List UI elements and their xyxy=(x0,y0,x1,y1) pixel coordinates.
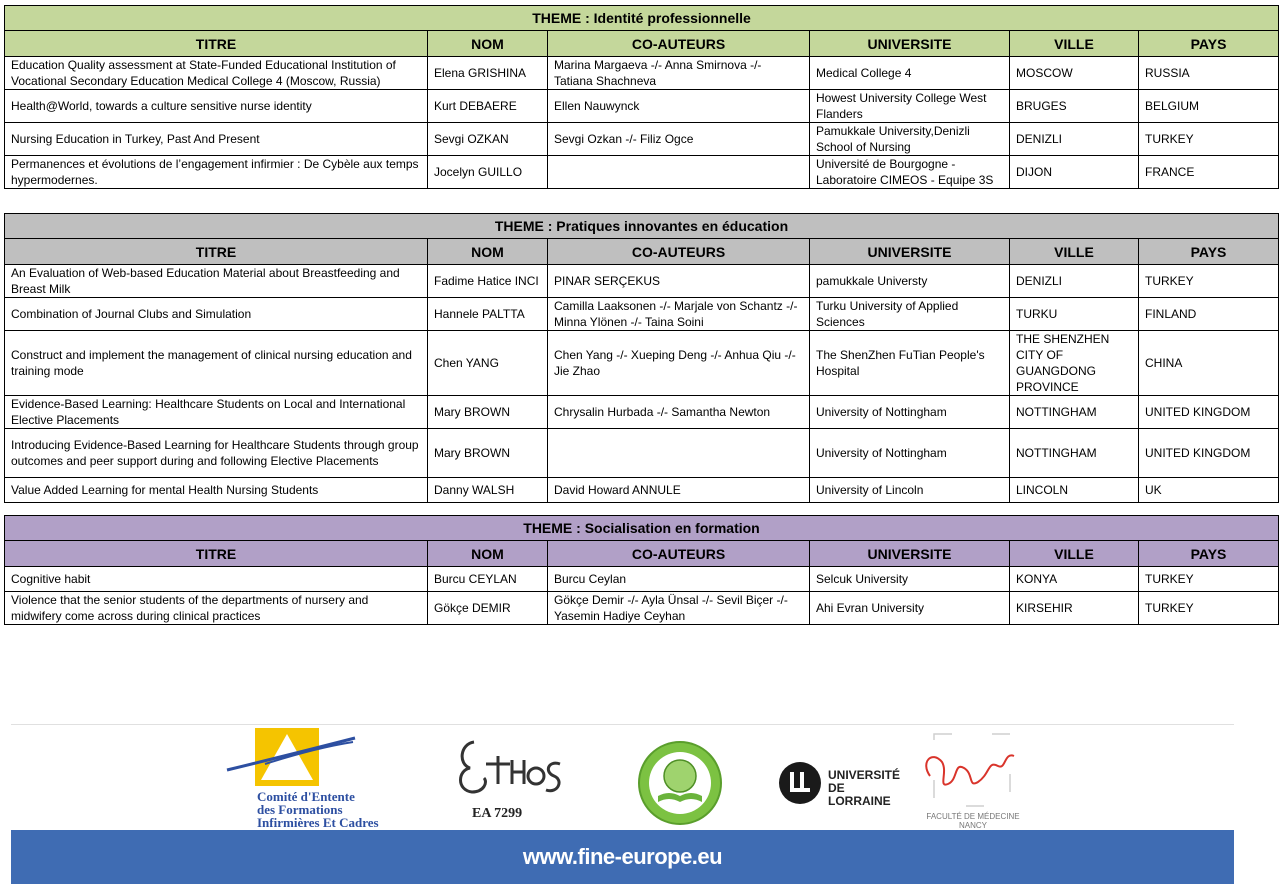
cell-titre: Violence that the senior students of the departments of nursery and midwifery come across during clinical practices xyxy=(5,592,428,625)
cell-ville: NOTTINGHAM xyxy=(1010,396,1139,429)
cell-universite: Université de Bourgogne - Laboratoire CIMEOS - Equipe 3S xyxy=(810,156,1010,189)
cell-titre: Value Added Learning for mental Health Nursing Students xyxy=(5,478,428,503)
website-link[interactable]: www.fine-europe.eu xyxy=(522,844,723,869)
col-header-universite: UNIVERSITE xyxy=(810,31,1010,57)
theme-title: THEME : Socialisation en formation xyxy=(5,516,1279,541)
cell-pays: FRANCE xyxy=(1139,156,1279,189)
table-row xyxy=(5,57,1279,90)
cell-ville: LINCOLN xyxy=(1010,478,1139,503)
col-header-co-auteurs: CO-AUTEURS xyxy=(548,31,810,57)
col-header-co-auteurs: CO-AUTEURS xyxy=(548,239,810,265)
medecine-name: FACULTÉ DE MÉDECINE NANCY xyxy=(926,812,1020,830)
cell-pays: TURKEY xyxy=(1139,265,1279,298)
cell-ville: THE SHENZHEN CITY OF GUANGDONG PROVINCE xyxy=(1010,331,1139,396)
cell-co-auteurs: David Howard ANNULE xyxy=(548,478,810,503)
table-row xyxy=(5,265,1279,298)
col-header-titre: TITRE xyxy=(5,239,428,265)
cell-universite: University of Nottingham xyxy=(810,396,1010,429)
cell-titre: Combination of Journal Clubs and Simulation xyxy=(5,298,428,331)
cell-co-auteurs: Ellen Nauwynck xyxy=(548,90,810,123)
cell-ville: DENIZLI xyxy=(1010,123,1139,156)
theme-table-socialisation xyxy=(4,515,1279,625)
table-row xyxy=(5,331,1279,396)
cell-universite: Turku University of Applied Sciences xyxy=(810,298,1010,331)
cell-nom: Elena GRISHINA xyxy=(428,57,548,90)
cell-titre: Permanences et évolutions de l’engagement infirmier : De Cybèle aux temps hypermodernes. xyxy=(5,156,428,189)
col-header-titre: TITRE xyxy=(5,541,428,567)
cell-pays: UK xyxy=(1139,478,1279,503)
medecine-signature-icon xyxy=(918,732,1028,812)
footer-url-band xyxy=(11,830,1234,884)
table-row xyxy=(5,567,1279,592)
cell-ville: KONYA xyxy=(1010,567,1139,592)
globe-book-icon xyxy=(634,740,726,826)
table-row xyxy=(5,592,1279,625)
table-row xyxy=(5,478,1279,503)
cell-universite: The ShenZhen FuTian People's Hospital xyxy=(810,331,1010,396)
cell-nom: Burcu CEYLAN xyxy=(428,567,548,592)
cell-nom: Gökçe DEMIR xyxy=(428,592,548,625)
cell-nom: Jocelyn GUILLO xyxy=(428,156,548,189)
cefiec-name: Comité d'Entente des Formations Infirmières Et Cadres xyxy=(257,789,379,830)
cell-pays: UNITED KINGDOM xyxy=(1139,396,1279,429)
cell-pays: TURKEY xyxy=(1139,592,1279,625)
cell-co-auteurs: Burcu Ceylan xyxy=(548,567,810,592)
col-header-nom: NOM xyxy=(428,31,548,57)
cell-pays: TURKEY xyxy=(1139,123,1279,156)
cell-nom: Chen YANG xyxy=(428,331,548,396)
cell-titre: Health@World, towards a culture sensitive nurse identity xyxy=(5,90,428,123)
cefiec-logo xyxy=(225,726,405,830)
table-row xyxy=(5,90,1279,123)
cell-pays: CHINA xyxy=(1139,331,1279,396)
footer-divider xyxy=(11,724,1234,725)
table-row xyxy=(5,123,1279,156)
table-row xyxy=(5,298,1279,331)
theme-table-pratiques xyxy=(4,213,1279,503)
col-header-co-auteurs: CO-AUTEURS xyxy=(548,541,810,567)
cell-co-auteurs: Sevgi Ozkan -/- Filiz Ogce xyxy=(548,123,810,156)
globe-book-logo xyxy=(634,740,726,826)
col-header-ville: VILLE xyxy=(1010,31,1139,57)
cell-titre: Cognitive habit xyxy=(5,567,428,592)
cell-universite: Ahi Evran University xyxy=(810,592,1010,625)
cell-co-auteurs: Camilla Laaksonen -/- Marjale von Schantz -/- Minna Ylönen -/- Taina Soini xyxy=(548,298,810,331)
cell-nom: Fadime Hatice INCI xyxy=(428,265,548,298)
cell-ville: KIRSEHIR xyxy=(1010,592,1139,625)
col-header-nom: NOM xyxy=(428,239,548,265)
ethos-signature-icon xyxy=(450,734,570,806)
cell-nom: Sevgi OZKAN xyxy=(428,123,548,156)
cell-universite: Howest University College West Flanders xyxy=(810,90,1010,123)
cell-titre: Education Quality assessment at State-Funded Educational Institution of Vocational Secondary Education Medical College 4 (Moscow, Russia) xyxy=(5,57,428,90)
cell-ville: TURKU xyxy=(1010,298,1139,331)
lorraine-ul-icon xyxy=(778,760,824,806)
cell-nom: Mary BROWN xyxy=(428,396,548,429)
cell-titre: Construct and implement the management of clinical nursing education and training mode xyxy=(5,331,428,396)
cell-universite: Pamukkale University,Denizli School of Nursing xyxy=(810,123,1010,156)
cell-ville: BRUGES xyxy=(1010,90,1139,123)
cell-pays: RUSSIA xyxy=(1139,57,1279,90)
cell-pays: BELGIUM xyxy=(1139,90,1279,123)
col-header-titre: TITRE xyxy=(5,31,428,57)
theme-title: THEME : Identité professionnelle xyxy=(5,6,1279,31)
table-row xyxy=(5,156,1279,189)
cell-universite: pamukkale Universty xyxy=(810,265,1010,298)
cell-co-auteurs: Chrysalin Hurbada -/- Samantha Newton xyxy=(548,396,810,429)
cell-co-auteurs: Gökçe Demir -/- Ayla Ünsal -/- Sevil Biçer -/- Yasemin Hadiye Ceyhan xyxy=(548,592,810,625)
cell-co-auteurs: Chen Yang -/- Xueping Deng -/- Anhua Qiu -/- Jie Zhao xyxy=(548,331,810,396)
theme-title: THEME : Pratiques innovantes en éducation xyxy=(5,214,1279,239)
cell-nom: Kurt DEBAERE xyxy=(428,90,548,123)
col-header-universite: UNIVERSITE xyxy=(810,541,1010,567)
table-row xyxy=(5,429,1279,478)
cell-nom: Danny WALSH xyxy=(428,478,548,503)
cell-co-auteurs xyxy=(548,429,810,478)
cell-pays: TURKEY xyxy=(1139,567,1279,592)
cell-ville: DIJON xyxy=(1010,156,1139,189)
col-header-pays: PAYS xyxy=(1139,31,1279,57)
col-header-ville: VILLE xyxy=(1010,239,1139,265)
ethos-logo xyxy=(450,734,570,824)
cell-co-auteurs xyxy=(548,156,810,189)
cell-titre: Evidence-Based Learning: Healthcare Students on Local and International Elective Placements xyxy=(5,396,428,429)
cell-pays: FINLAND xyxy=(1139,298,1279,331)
cell-ville: NOTTINGHAM xyxy=(1010,429,1139,478)
cell-co-auteurs: PINAR SERÇEKUS xyxy=(548,265,810,298)
col-header-pays: PAYS xyxy=(1139,239,1279,265)
col-header-universite: UNIVERSITE xyxy=(810,239,1010,265)
col-header-nom: NOM xyxy=(428,541,548,567)
cell-universite: Selcuk University xyxy=(810,567,1010,592)
cell-titre: Introducing Evidence-Based Learning for Healthcare Students through group outcomes and peer support during and following Elective Placements xyxy=(5,429,428,478)
col-header-pays: PAYS xyxy=(1139,541,1279,567)
cell-pays: UNITED KINGDOM xyxy=(1139,429,1279,478)
cell-universite: Medical College 4 xyxy=(810,57,1010,90)
faculte-medecine-logo xyxy=(918,732,1028,828)
cell-nom: Mary BROWN xyxy=(428,429,548,478)
lorraine-name: UNIVERSITÉ DE LORRAINE xyxy=(828,768,901,808)
cell-titre: Nursing Education in Turkey, Past And Present xyxy=(5,123,428,156)
col-header-ville: VILLE xyxy=(1010,541,1139,567)
universite-lorraine-logo xyxy=(778,760,910,806)
cell-co-auteurs: Marina Margaeva -/- Anna Smirnova -/- Tatiana Shachneva xyxy=(548,57,810,90)
cell-nom: Hannele PALTTA xyxy=(428,298,548,331)
theme-table-identite xyxy=(4,5,1279,189)
cell-universite: University of Nottingham xyxy=(810,429,1010,478)
cell-ville: DENIZLI xyxy=(1010,265,1139,298)
cell-ville: MOSCOW xyxy=(1010,57,1139,90)
cell-universite: University of Lincoln xyxy=(810,478,1010,503)
ethos-code: EA 7299 xyxy=(472,806,523,821)
table-row xyxy=(5,396,1279,429)
cell-titre: An Evaluation of Web-based Education Material about Breastfeeding and Breast Milk xyxy=(5,265,428,298)
